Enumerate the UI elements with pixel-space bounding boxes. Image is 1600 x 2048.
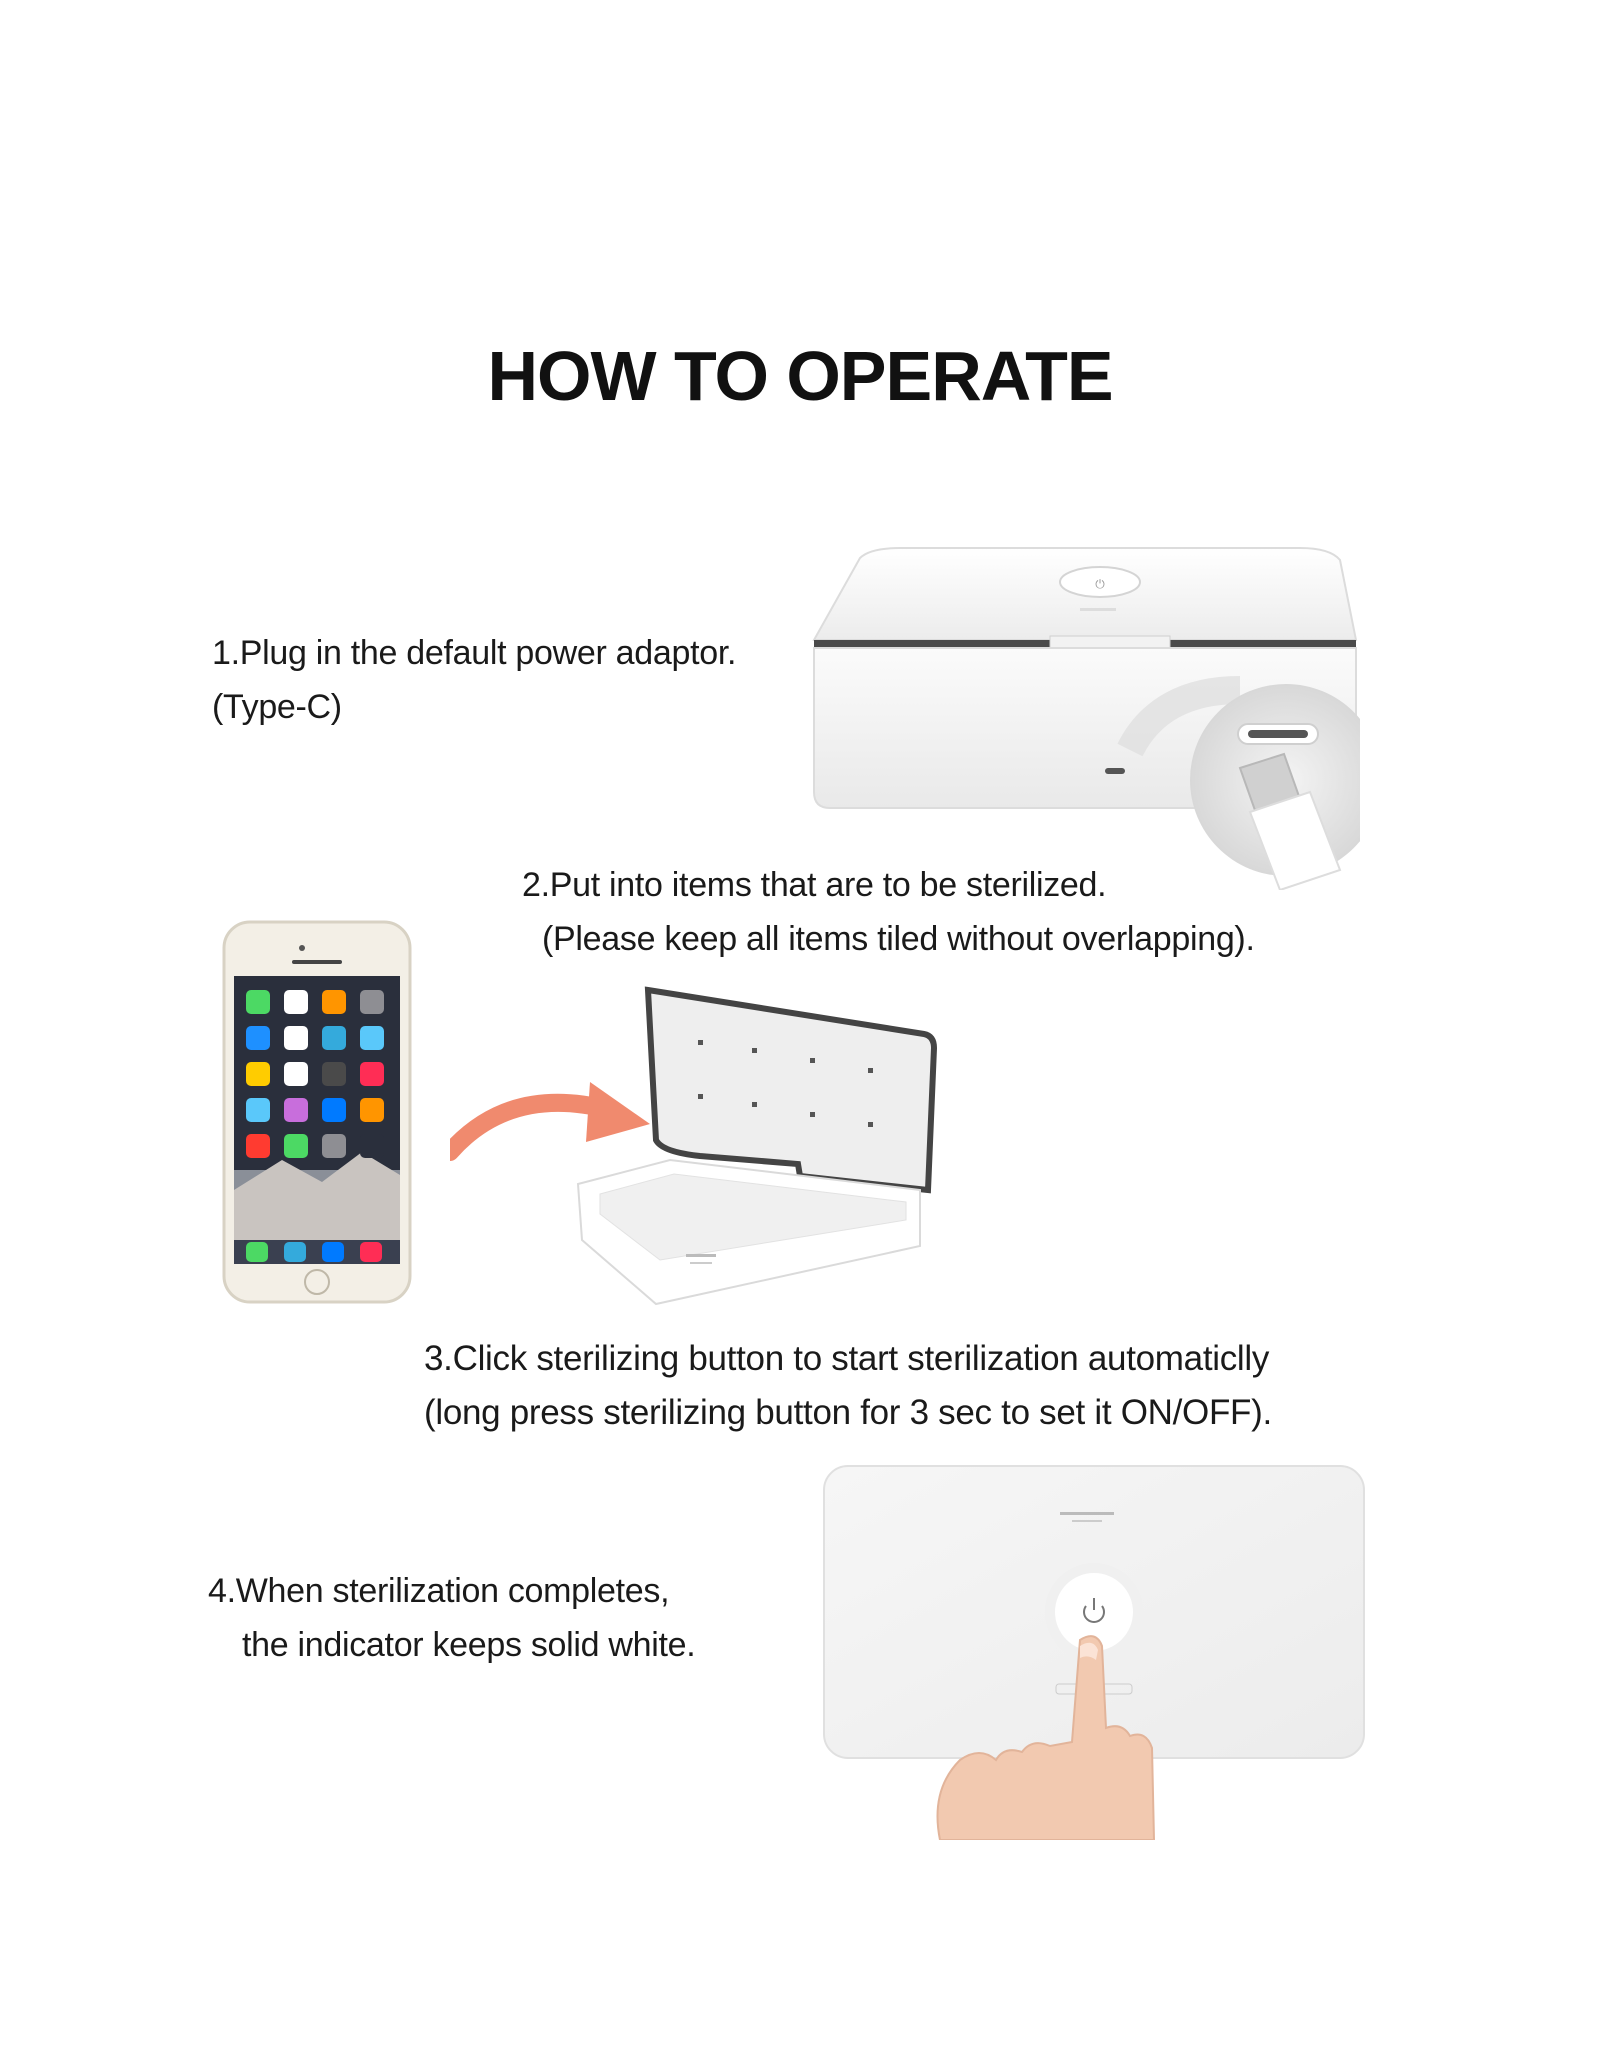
step-2-line-2: (Please keep all items tiled without overlapping). [542, 920, 1255, 958]
step-1-instructions [212, 626, 736, 734]
phone-app-icon [284, 1062, 308, 1086]
phone-dock-icon [322, 1242, 344, 1262]
phone-app-icon [246, 1062, 270, 1086]
svg-text:⏻: ⏻ [1095, 577, 1105, 591]
step-1-line-2: (Type-C) [212, 688, 342, 726]
sterilizer-box-closed-image [800, 540, 1360, 890]
step-3-line-2: (long press sterilizing button for 3 sec to set it ON/OFF). [424, 1393, 1272, 1432]
step-4-instructions [208, 1564, 695, 1672]
phone-app-icon [360, 1062, 384, 1086]
step-2-instructions [522, 858, 1255, 966]
step-1-line-1: 1.Plug in the default power adaptor. [212, 634, 737, 672]
phone-app-icon [360, 1098, 384, 1122]
phone-app-icon [284, 1026, 308, 1050]
phone-app-icon [360, 1026, 384, 1050]
phone-dock-icon [246, 1242, 268, 1262]
phone-app-icon [322, 1062, 346, 1086]
phone-app-icon [360, 1134, 384, 1158]
curved-arrow-icon [450, 1082, 650, 1152]
sterilizer-box-open-image [450, 984, 950, 1324]
step-4-line-2: the indicator keeps solid white. [242, 1626, 696, 1664]
phone-app-icon [284, 1134, 308, 1158]
step-2-line-1: 2.Put into items that are to be sterilized. [522, 866, 1107, 904]
step-3-instructions [424, 1332, 1272, 1440]
step-3-line-1: 3.Click sterilizing button to start sterilization automaticlly [424, 1339, 1270, 1378]
phone-app-icon [322, 1026, 346, 1050]
phone-app-icon [246, 1134, 270, 1158]
phone-app-icon [246, 1098, 270, 1122]
phone-app-icon [360, 990, 384, 1014]
phone-app-icon [322, 1134, 346, 1158]
phone-app-icon [284, 1098, 308, 1122]
phone-dock-icon [284, 1242, 306, 1262]
page-title: HOW TO OPERATE [487, 337, 1113, 415]
phone-app-icon [322, 1098, 346, 1122]
step-4-line-1: 4.When sterilization completes, [208, 1572, 670, 1610]
phone-dock-icon [360, 1242, 382, 1262]
phone-app-icon [322, 990, 346, 1014]
phone-app-icon [284, 990, 308, 1014]
phone-app-icon [246, 1026, 270, 1050]
sterilizer-box-top-view-image [810, 1460, 1370, 1840]
phone-app-icon [246, 990, 270, 1014]
smartphone-icon [222, 920, 412, 1304]
